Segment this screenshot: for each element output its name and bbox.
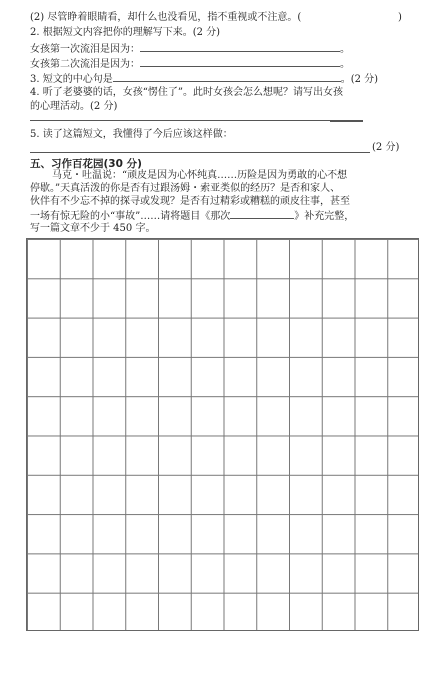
prompt-para-line: 伙伴有不少忘不掉的探寻或发现？是否有过精彩或糟糕的顽皮往事，甚至 (30, 196, 350, 207)
answer-blank[interactable] (113, 71, 341, 82)
q3-label: 3. 短文的中心句是 (30, 74, 113, 85)
prompt-para-line: 停歇。”天真活泼的你是否有过跟汤姆・索亚类似的经历？是否和家人、 (30, 183, 341, 194)
q3-line: 3. 短文的中心句是 。(2 分) (30, 71, 378, 87)
q2-sub-line (30, 11, 301, 25)
q5-score: (2 分) (372, 142, 400, 153)
answer-blank[interactable] (140, 56, 340, 67)
writing-grid[interactable] (26, 238, 419, 631)
q2-second-line: 女孩第二次流泪是因为： 。 (30, 56, 350, 72)
section-title: 五、习作百花园(30 分) (30, 158, 142, 170)
title-blank[interactable] (230, 208, 294, 219)
q2-first-line: 女孩第一次流泪是因为： 。 (30, 41, 350, 57)
q2-sub-close: ) (398, 12, 402, 23)
q2-prompt: 2. 根据短文内容把你的理解写下来。(2 分) (30, 27, 221, 38)
q5-line: 5. 读了这篇短文，我懂得了今后应该这样做： (30, 129, 233, 140)
prompt-para-line: 马克・吐温说：“顽皮是因为心怀纯真……历险是因为勇敢的心不想 (52, 170, 348, 181)
answer-rule[interactable] (30, 120, 330, 121)
q2-second-label: 女孩第二次流泪是因为： (30, 59, 140, 70)
q4-line1: 4. 听了老婆婆的话，女孩“愣住了”。此时女孩会怎么想呢？请写出女孩 (30, 87, 343, 98)
q2-sub-text: (2) 尽管睁着眼睛看，却什么也没看见，指不重视或不注意。( (30, 12, 302, 23)
q4-line2: 的心理活动。(2 分) (30, 101, 118, 112)
prompt-para-line: 写一篇文章不少于 450 字。 (30, 223, 156, 234)
answer-rule[interactable] (30, 152, 370, 153)
answer-rule[interactable] (330, 120, 363, 122)
answer-blank[interactable] (140, 41, 340, 52)
q2-first-label: 女孩第一次流泪是因为： (30, 44, 140, 55)
prompt-para-line: 一场有惊无险的小“事故”……请将题目《那次 》补充完整， (30, 208, 354, 224)
